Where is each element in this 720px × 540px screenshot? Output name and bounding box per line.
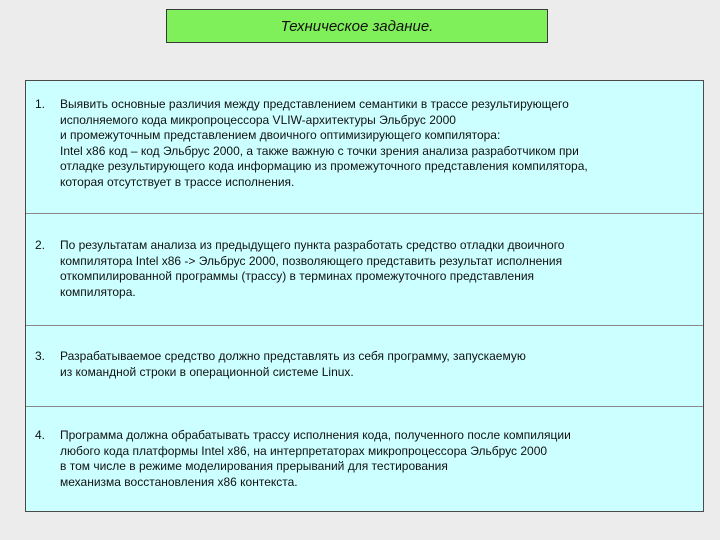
- task-line: любого кода платформы Intel x86, на интерпретаторах микропроцессора Эльбрус 2000: [60, 443, 548, 458]
- task-item-2: [26, 214, 703, 326]
- task-number: 2.: [35, 238, 46, 252]
- task-number: 1.: [35, 97, 46, 111]
- page-title: Техническое задание.: [280, 17, 434, 35]
- task-line: исполняемого кода микропроцессора VLIW-архитектуры Эльбрус 2000: [60, 112, 456, 127]
- task-item-4: [26, 407, 703, 511]
- task-number: 4.: [35, 428, 46, 442]
- title-box: [166, 9, 548, 43]
- task-line: которая отсутствует в трассе исполнения.: [60, 174, 295, 189]
- task-line: отладке результирующего кода информацию из промежуточного представления компилятора,: [60, 159, 588, 173]
- task-line: Intel x86 код – код Эльбрус 2000, а также важную с точки зрения анализа разработчиком при: [60, 143, 579, 158]
- task-line: откомпилированной программы (трассу) в терминах промежуточного представления: [60, 269, 535, 283]
- task-list: [25, 80, 704, 512]
- task-line: механизма восстановления x86 контекста.: [60, 474, 298, 489]
- task-line: из командной строки в операционной системе Linux.: [60, 364, 354, 379]
- task-line: компилятора.: [60, 284, 136, 299]
- task-line: в том числе в режиме моделирования прерываний для тестирования: [60, 459, 448, 473]
- task-line: Выявить основные различия между представлением семантики в трассе результирующего: [60, 97, 569, 111]
- task-line: компилятора Intel x86 -> Эльбрус 2000, позволяющего представить результат исполнения: [60, 253, 563, 268]
- task-line: По результатам анализа из предыдущего пункта разработать средство отладки двоичного: [60, 238, 565, 252]
- task-item-1: [26, 81, 703, 214]
- task-text: [60, 238, 695, 300]
- task-text: [60, 349, 695, 380]
- task-line: Программа должна обрабатывать трассу исполнения кода, полученного после компиляции: [60, 428, 571, 442]
- task-number: 3.: [35, 349, 46, 363]
- task-line: Разрабатываемое средство должно представлять из себя программу, запускаемую: [60, 349, 526, 363]
- task-text: [60, 97, 695, 190]
- task-line: и промежуточным представлением двоичного оптимизирующего компилятора:: [60, 128, 501, 142]
- task-text: [60, 428, 695, 490]
- task-item-3: [26, 326, 703, 407]
